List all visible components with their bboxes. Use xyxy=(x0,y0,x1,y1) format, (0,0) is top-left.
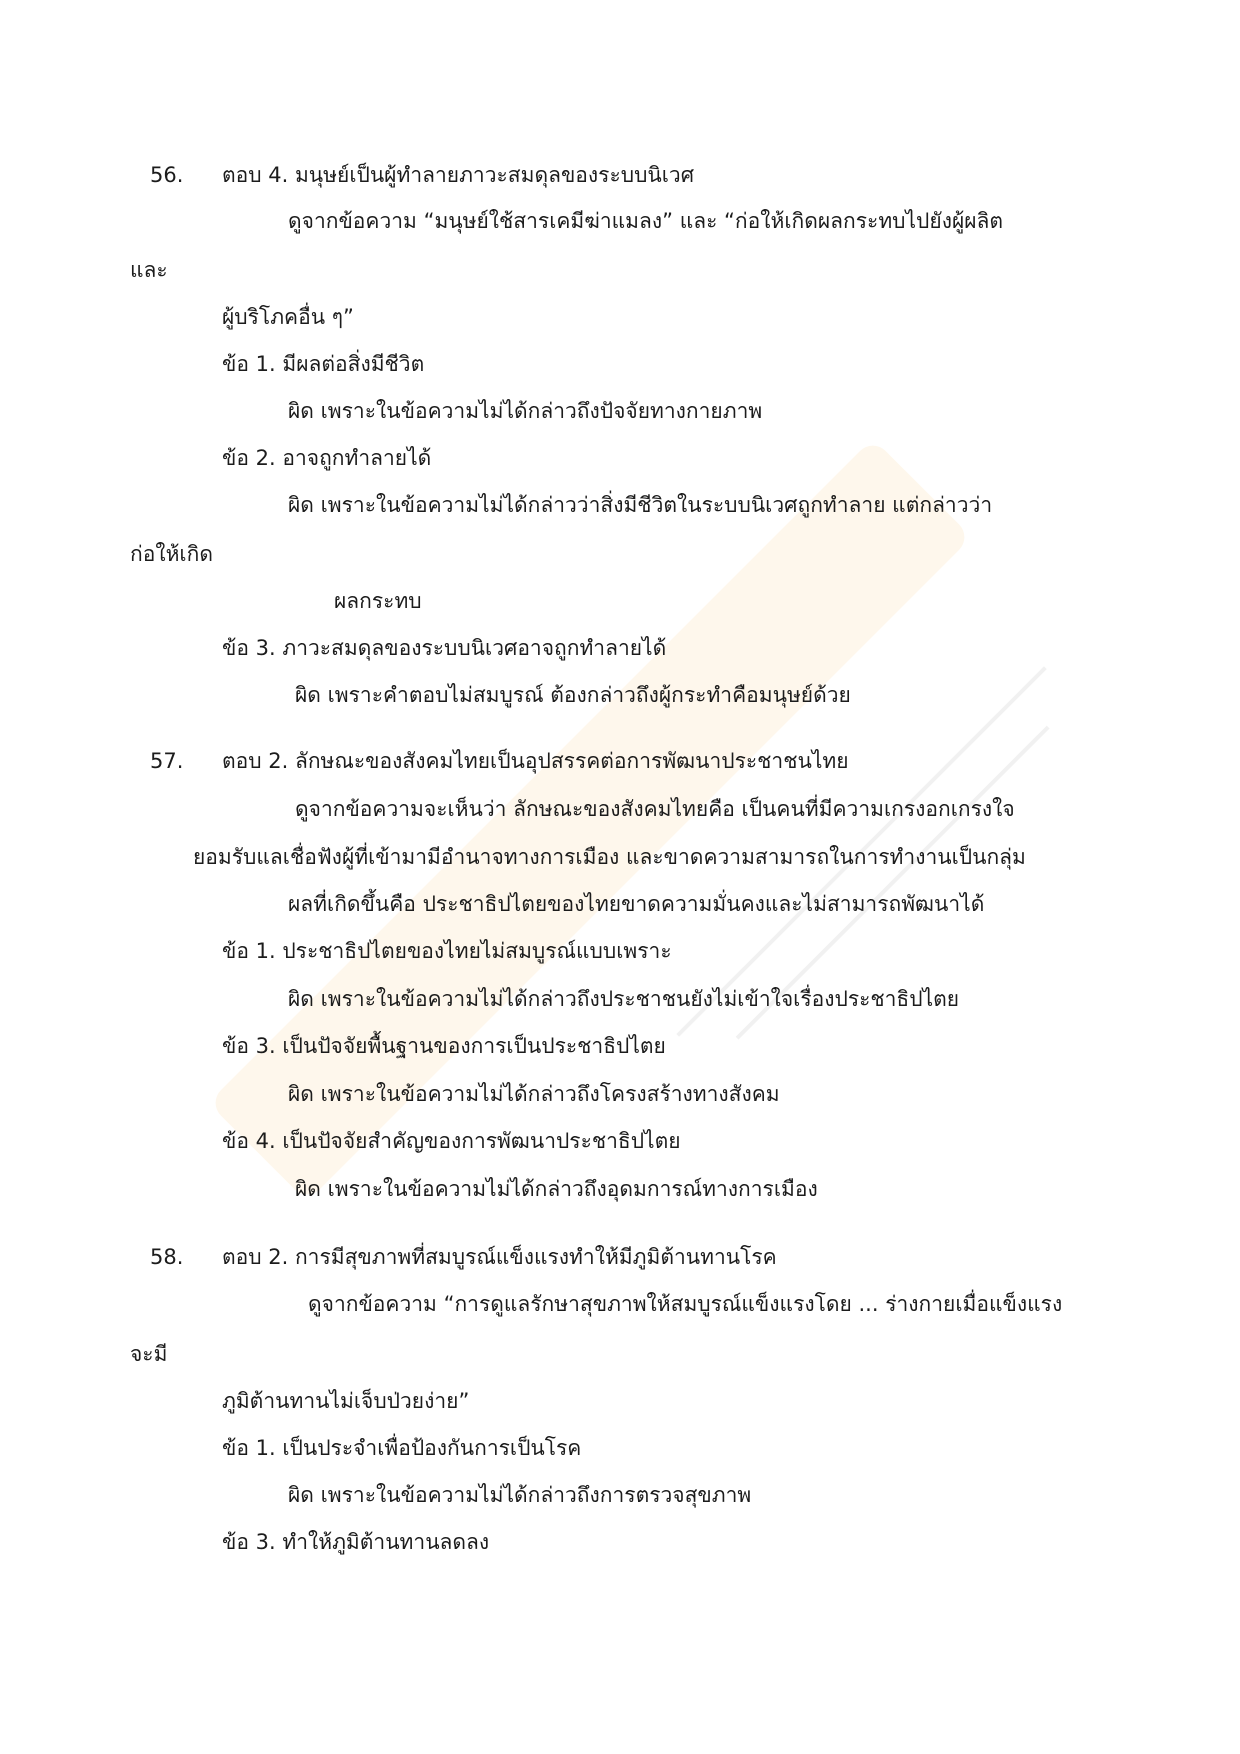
choice-explanation: ผิด เพราะในข้อความไม่ได้กล่าวถึงปัจจัยทางกายภาพ xyxy=(288,399,763,423)
choice-explanation: ผิด เพราะในข้อความไม่ได้กล่าวว่าสิ่งมีชีวิตในระบบนิเวศถูกทำลาย แต่กล่าวว่า xyxy=(288,493,993,517)
quote-line: ดูจากข้อความ “การดูแลรักษาสุขภาพให้สมบูรณ์แข็งแรงโดย ... ร่างกายเมื่อแข็งแรง xyxy=(308,1292,1063,1316)
question-number: 58. xyxy=(150,1245,184,1269)
choice-explanation: ผิด เพราะในข้อความไม่ได้กล่าวถึงอุดมการณ์ทางการเมือง xyxy=(295,1177,818,1201)
question-number: 57. xyxy=(150,749,184,773)
choice-explanation: ผิด เพราะคำตอบไม่สมบูรณ์ ต้องกล่าวถึงผู้กระทำคือมนุษย์ด้วย xyxy=(295,683,851,707)
answer-line: ตอบ 2. การมีสุขภาพที่สมบูรณ์แข็งแรงทำให้มีภูมิต้านทานโรค xyxy=(222,1245,777,1269)
quote-line: ดูจากข้อความ “มนุษย์ใช้สารเคมีฆ่าแมลง” และ “ก่อให้เกิดผลกระทบไปยังผู้ผลิต xyxy=(288,209,1004,233)
choice-explanation: ผิด เพราะในข้อความไม่ได้กล่าวถึงประชาชนยังไม่เข้าใจเรื่องประชาธิปไตย xyxy=(288,987,960,1011)
choice-line: ข้อ 1. มีผลต่อสิ่งมีชีวิต xyxy=(222,352,425,376)
explanation-end: ผลกระทบ xyxy=(334,589,422,613)
choice-line: ข้อ 3. เป็นปัจจัยพื้นฐานของการเป็นประชาธิปไตย xyxy=(222,1034,666,1058)
choice-line: ข้อ 3. ภาวะสมดุลของระบบนิเวศอาจถูกทำลายได้ xyxy=(222,636,667,660)
choice-line: ข้อ 1. เป็นประจำเพื่อป้องกันการเป็นโรค xyxy=(222,1436,582,1460)
choice-line: ข้อ 4. เป็นปัจจัยสำคัญของการพัฒนาประชาธิปไตย xyxy=(222,1129,681,1153)
question-number: 56. xyxy=(150,163,184,187)
explanation-line: ยอมรับแลเชื่อฟังผู้ที่เข้ามามีอำนาจทางการเมือง และขาดความสามารถในการทำงานเป็นกลุ่ม xyxy=(193,845,1026,869)
quote-end: ผู้บริโภคอื่น ๆ” xyxy=(222,305,354,329)
wrapped-text: จะมี xyxy=(130,1342,168,1366)
choice-explanation: ผิด เพราะในข้อความไม่ได้กล่าวถึงการตรวจสุขภาพ xyxy=(288,1483,752,1507)
wrapped-text: ก่อให้เกิด xyxy=(130,542,213,566)
quote-end: ภูมิต้านทานไม่เจ็บป่วยง่าย” xyxy=(222,1389,470,1413)
explanation-line: ดูจากข้อความจะเห็นว่า ลักษณะของสังคมไทยคือ เป็นคนที่มีความเกรงอกเกรงใจ xyxy=(295,797,1015,821)
choice-line: ข้อ 1. ประชาธิปไตยของไทยไม่สมบูรณ์แบบเพราะ xyxy=(222,939,672,963)
choice-explanation: ผิด เพราะในข้อความไม่ได้กล่าวถึงโครงสร้างทางสังคม xyxy=(288,1082,780,1106)
choice-line: ข้อ 2. อาจถูกทำลายได้ xyxy=(222,446,432,470)
answer-line: ตอบ 2. ลักษณะของสังคมไทยเป็นอุปสรรคต่อการพัฒนาประชาชนไทย xyxy=(222,749,849,773)
explanation-line: ผลที่เกิดขึ้นคือ ประชาธิปไตยของไทยขาดความมั่นคงและไม่สามารถพัฒนาได้ xyxy=(288,892,985,916)
choice-line: ข้อ 3. ทำให้ภูมิต้านทานลดลง xyxy=(222,1530,490,1554)
wrapped-text: และ xyxy=(130,258,168,282)
answer-line: ตอบ 4. มนุษย์เป็นผู้ทำลายภาวะสมดุลของระบบนิเวศ xyxy=(222,163,695,187)
